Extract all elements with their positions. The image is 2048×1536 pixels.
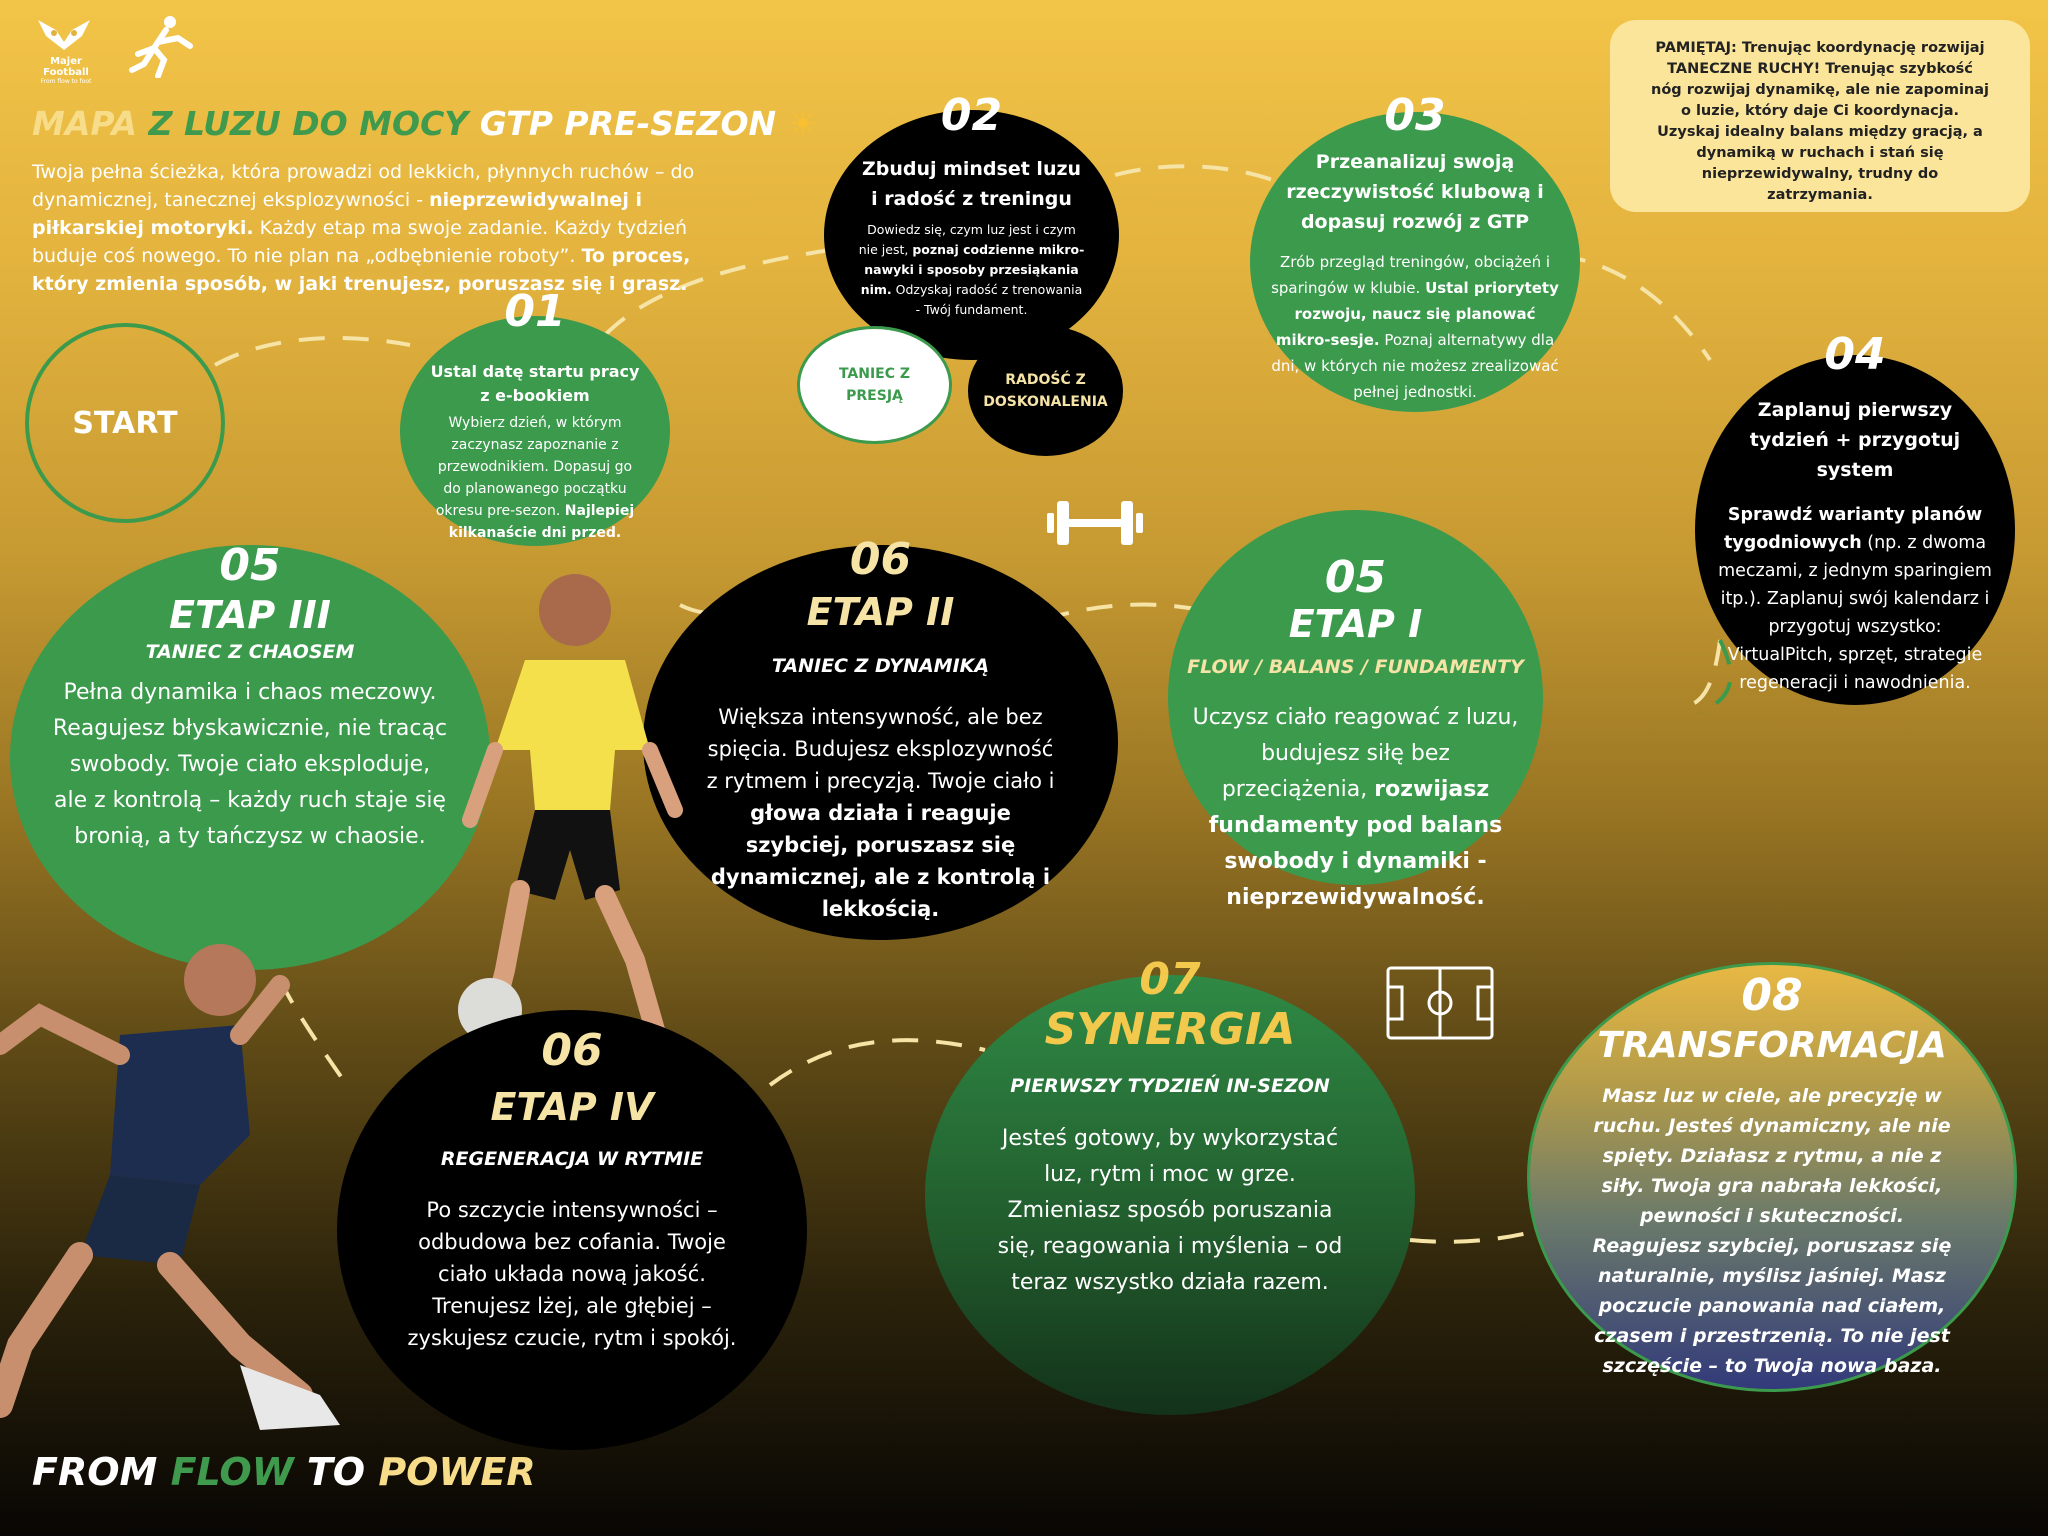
etap-4-title: ETAP IV bbox=[490, 1085, 654, 1129]
step-04-title: Zaplanuj pierwszy tydzień + przygotuj system bbox=[1749, 399, 1961, 481]
reminder-note bbox=[1610, 20, 2030, 212]
transformacja-title: TRANSFORMACJA bbox=[1597, 1025, 1947, 1066]
etap-3-body: Pełna dynamika i chaos meczowy. Reagujesz błyskawicznie, nie tracąc swobody. Twoje ciało eksploduje, ale z kontrolą – każdy ruch staje się bronią, a ty tańczysz w chaosie. bbox=[52, 680, 448, 849]
etap-2-body bbox=[701, 701, 1061, 925]
etap-3-number: 05 bbox=[219, 540, 281, 591]
step-03-body-bold: Ustal priorytety rozwoju, naucz się planować mikro-sesje. bbox=[1275, 279, 1559, 349]
etap-4-circle bbox=[337, 1010, 807, 1450]
sun-icon: ☀ bbox=[787, 104, 818, 143]
step-01-number: 01 bbox=[504, 286, 566, 337]
step-02-circle bbox=[824, 90, 1119, 360]
transformacja-body-text: Masz luz w ciele, ale precyzję w ruchu. Jesteś dynamiczny, ale nie spięty. Działasz z rytmu, a nie z siły. Twoja gra nabrała lekkości, pewności i skuteczności. Reagujesz szybciej, poruszasz się naturalnie, myślisz jaśniej. bbox=[1592, 1085, 1952, 1287]
step-02-title: Zbuduj mindset luzu i radość z treningu bbox=[861, 158, 1082, 210]
etap-1-body-text: Uczysz ciało reagować z luzu, budujesz siłę bez przeciążenia, bbox=[1192, 705, 1519, 802]
step-03-number: 03 bbox=[1384, 90, 1446, 141]
step-01-body-text: Wybierz dzień, w którym zaczynasz zapoznanie z przewodnikiem. Dopasuj go do planowanego początku okresu pre-sezon. bbox=[435, 415, 633, 519]
logo-line2: Football bbox=[43, 67, 89, 78]
step-03-body bbox=[1270, 249, 1560, 405]
step-04-circle bbox=[1695, 329, 2015, 705]
synergia-number: 07 bbox=[1139, 954, 1201, 1005]
step-02-body-text2: Odzyskaj radość z trenowania - Twój fundament. bbox=[891, 282, 1083, 317]
etap-4-body: Po szczycie intensywności – odbudowa bez cofania. Twoje ciało układa nową jakość. Trenujesz lżej, ale głębiej – zyskujesz czucie, rytm i spokój. bbox=[407, 1198, 737, 1350]
title-word-gtp: GTP PRE-SEZON bbox=[479, 104, 777, 143]
step-03-body-text: Zrób przegląd treningów, obciążeń i sparingów w klubie. bbox=[1271, 253, 1551, 297]
dumbbell-icon bbox=[1045, 495, 1145, 551]
transformacja-circle bbox=[1527, 962, 2017, 1392]
synergia-body: Jesteś gotowy, by wykorzystać luz, rytm i moc w grze. Zmieniasz sposób poruszania się, reagowania i myślenia – od teraz wszystko działa razem. bbox=[997, 1126, 1343, 1295]
transformacja-body-text2: To nie jest szczęście – to Twoja nowa baza. bbox=[1602, 1325, 1950, 1377]
etap-2-body-text: Większa intensywność, ale bez spięcia. Budujesz eksplozywność z rytmem i precyzją. Twoje ciało i bbox=[706, 705, 1055, 793]
pill-taniec-z-presja-label: TANIEC Z PRESJĄ bbox=[838, 366, 911, 404]
synergia-circle bbox=[925, 954, 1415, 1415]
synergia-title: SYNERGIA bbox=[1044, 1004, 1296, 1055]
step-02-body bbox=[857, 220, 1087, 320]
etap-3-title: ETAP III bbox=[169, 593, 331, 637]
reminder-note-text: PAMIĘTAJ: Trenując koordynację rozwijaj TANECZNE RUCHY! Trenując szybkość nóg rozwijaj dynamikę, ale nie zapominaj o luzie, który daje Ci koordynacja. Uzyskaj idealny balans między gracją, a dynamiką w ruchach i stań się nieprzewidywalny, trudny do zatrzymania. bbox=[1651, 40, 1989, 203]
etap-2-title: ETAP II bbox=[806, 590, 955, 634]
etap-1-subtitle: FLOW / BALANS / FUNDAMENTY bbox=[1187, 656, 1524, 678]
etap-3-subtitle: TANIEC Z CHAOSEM bbox=[145, 641, 355, 663]
step-02-number: 02 bbox=[940, 90, 1003, 141]
pill-taniec-z-presja bbox=[797, 326, 952, 444]
etap-2-number: 06 bbox=[849, 534, 912, 585]
etap-2-body-bold: głowa działa i reaguje szybciej, poruszasz się dynamicznej, ale z kontrolą i lekkością. bbox=[710, 801, 1051, 921]
intro-p1-bold: nieprzewidywalnej i piłkarskiej motoryki. bbox=[32, 189, 642, 239]
synergia-subtitle: PIERWSZY TYDZIEŃ IN-SEZON bbox=[1010, 1075, 1330, 1097]
step-04-number: 04 bbox=[1824, 329, 1886, 380]
step-01-body-bold: Najlepiej kilkanaście dni przed. bbox=[448, 503, 635, 541]
step-03-title: Przeanalizuj swoją rzeczywistość klubową i dopasuj rozwój z GTP bbox=[1286, 151, 1544, 233]
page-title bbox=[32, 104, 817, 143]
title-word-mapa: MAPA bbox=[32, 104, 138, 143]
transformacja-body-bold: Masz poczucie panowania nad ciałem, czasem i przestrzenią. bbox=[1594, 1265, 1946, 1347]
step-03-circle bbox=[1250, 90, 1580, 412]
footer-word-to: TO bbox=[306, 1450, 366, 1494]
football-pitch-icon bbox=[1385, 965, 1495, 1041]
intro-p1: Twoja pełna ścieżka, która prowadzi od lekkich, płynnych ruchów – do dynamicznej, tanecznej eksplozywności - bbox=[32, 161, 695, 211]
runner-icon bbox=[128, 14, 198, 78]
transformacja-number: 08 bbox=[1741, 970, 1803, 1021]
intro-p2: Każdy etap ma swoje zadanie. Każdy tydzień buduje coś nowego. To nie plan na „odbębnienie roboty”. bbox=[32, 217, 688, 267]
soccer-player-image bbox=[415, 560, 715, 1050]
logo-line1: Majer bbox=[50, 56, 82, 67]
etap-1-body bbox=[1186, 700, 1526, 916]
etap-1-title: ETAP I bbox=[1288, 602, 1423, 646]
etap-1-number: 05 bbox=[1324, 552, 1387, 603]
footer-word-from: FROM bbox=[32, 1450, 158, 1494]
step-01-title: Ustal datę startu pracy z e-bookiem bbox=[430, 362, 640, 405]
footer-word-flow: FLOW bbox=[170, 1450, 294, 1494]
footer-word-power: POWER bbox=[378, 1450, 536, 1494]
pill-radosc-z-doskonalenia bbox=[968, 326, 1123, 456]
pill-radosc-label: RADOŚĆ Z DOSKONALENIA bbox=[983, 372, 1108, 410]
transformacja-body bbox=[1587, 1081, 1957, 1381]
intro-text bbox=[32, 158, 712, 298]
owl-logo-icon bbox=[34, 16, 94, 52]
step-03-body-text2: Poznaj alternatywy dla dni, w których nie możesz zrealizować pełnej jednostki. bbox=[1271, 331, 1559, 401]
step-02-body-bold: poznaj codzienne mikro-nawyki i sposoby przesiąkania nim. bbox=[860, 242, 1085, 297]
sprinter-image bbox=[0, 925, 360, 1445]
step-01-body bbox=[435, 412, 635, 544]
step-02-body-text: Dowiedz się, czym luz jest i czym nie jest, bbox=[858, 222, 1076, 257]
etap-1-circle bbox=[1168, 510, 1543, 910]
title-word-z-luzu: Z LUZU bbox=[148, 104, 281, 143]
brand-logo bbox=[34, 16, 98, 85]
etap-2-subtitle: TANIEC Z DYNAMIKĄ bbox=[771, 655, 990, 677]
logo-tag: From flow to foot bbox=[40, 78, 92, 85]
step-04-body bbox=[1718, 501, 1993, 697]
etap-1-body-bold: rozwijasz fundamenty pod balans swobody i dynamiki - nieprzewidywalność. bbox=[1208, 777, 1503, 910]
footer-slogan bbox=[32, 1450, 536, 1494]
start-circle bbox=[25, 323, 225, 523]
intro-p2-bold: To proces, który zmienia sposób, w jaki trenujesz, poruszasz się i grasz. bbox=[32, 245, 691, 295]
etap-4-number: 06 bbox=[541, 1025, 603, 1076]
step-04-body-bold: Sprawdź warianty planów tygodniowych bbox=[1723, 505, 1983, 553]
title-word-do-mocy: DO MOCY bbox=[292, 104, 469, 143]
step-01-circle bbox=[400, 286, 670, 546]
step-04-body-text: (np. z dwoma meczami, z jednym sparingiem itp.). Zaplanuj swój kalendarz i przygotuj wszystko: VirtualPitch, sprzęt, strategie regeneracji i nawodnienia. bbox=[1718, 533, 1992, 693]
etap-4-subtitle: REGENERACJA W RYTMIE bbox=[440, 1148, 704, 1170]
start-label: START bbox=[72, 405, 178, 441]
